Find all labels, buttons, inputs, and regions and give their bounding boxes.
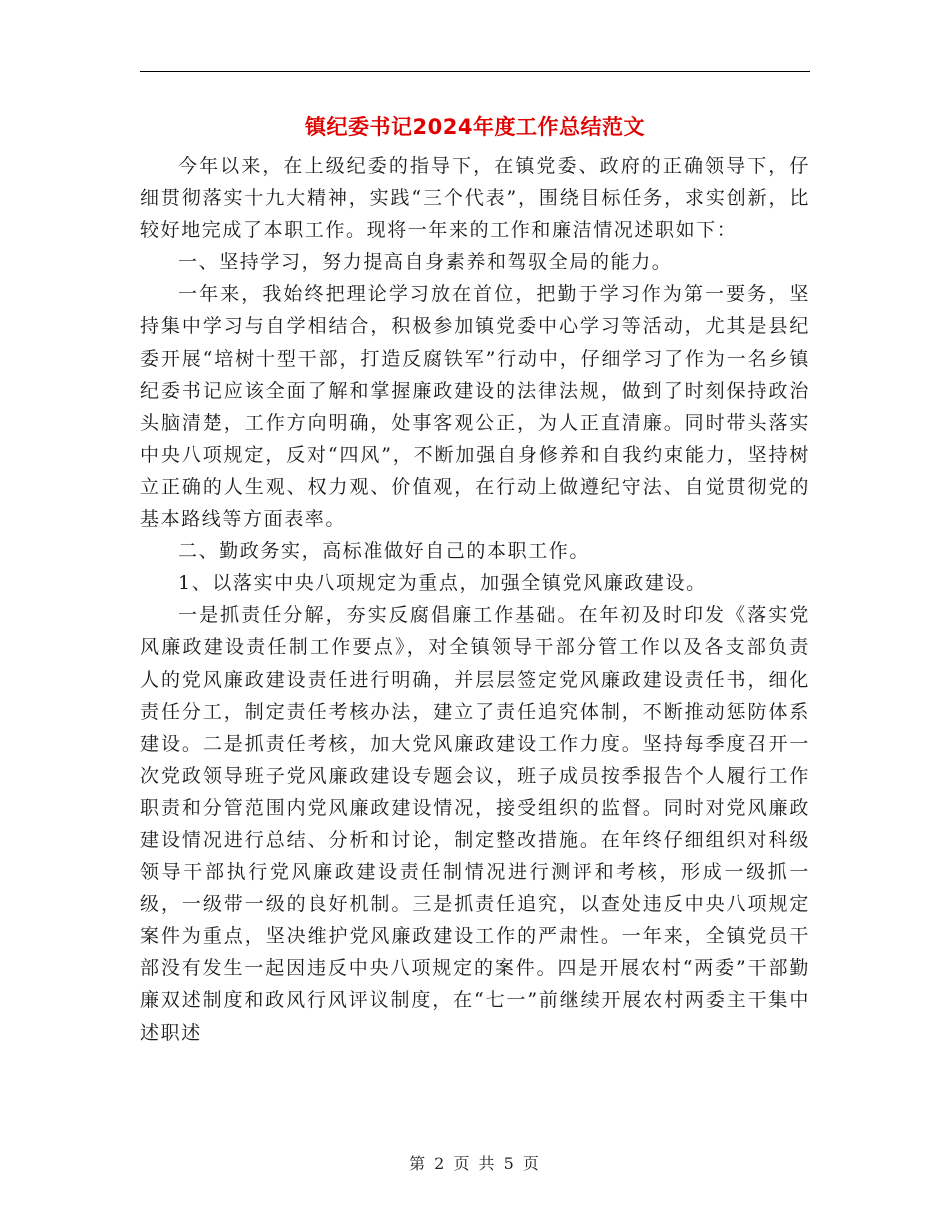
document-title: 镇纪委书记2024年度工作总结范文 bbox=[305, 115, 645, 139]
section-heading-2: 二、勤政务实，高标准做好自己的本职工作。 bbox=[178, 540, 591, 563]
header-rule bbox=[140, 71, 810, 72]
paragraph-intro: 今年以来，在上级纪委的指导下，在镇党委、政府的正确领导下，仔细贯彻落实十九大精神，实践“三个代表”，围绕目标任务，求实创新，比较好地完成了本职工作。现将一年来的工作和廉洁情况述职如下： bbox=[140, 155, 810, 242]
paragraph-responsibility: 一是抓责任分解，夯实反腐倡廉工作基础。在年初及时印发《落实党风廉政建设责任制工作要点》，对全镇领导干部分管工作以及各支部负责人的党风廉政建设责任进行明确，并层层签定党风廉政建设责任书，细化责任分工，制定责任考核办法，建立了责任追究体制，不断推动惩防体系建设。二是抓责任考核，加大党风廉政建设工作力度。坚持每季度召开一次党政领导班子党风廉政建设专题会议，班子成员按季报告个人履行工作职责和分管范围内党风廉政建设情况，接受组织的监督。同时对党风廉政建设情况进行总结、分析和讨论，制定整改措施。在年终仔细组织对科级领导干部执行党风廉政建设责任制情况进行测评和考核，形成一级抓一级，一级带一级的良好机制。三是抓责任追究，以查处违反中央八项规定案件为重点，坚决维护党风廉政建设工作的严肃性。一年来，全镇党员干部没有发生一起因违反中央八项规定的案件。四是开展农村“两委”干部勤廉双述制度和政风行风评议制度，在“七一”前继续开展农村两委主干集中述职述 bbox=[140, 604, 810, 1044]
section-heading-1: 一、坚持学习，努力提高自身素养和驾驭全局的能力。 bbox=[178, 251, 673, 274]
document-body bbox=[140, 150, 810, 1049]
paragraph-study: 一年来，我始终把理论学习放在首位，把勤于学习作为第一要务，坚持集中学习与自学相结合，积极参加镇党委中心学习等活动，尤其是县纪委开展“培树十型干部，打造反腐铁军”行动中，仔细学习了作为一名乡镇纪委书记应该全面了解和掌握廉政建设的法律法规，做到了时刻保持政治头脑清楚，工作方向明确，处事客观公正，为人正直清廉。同时带头落实中央八项规定，反对“四风”，不断加强自身修养和自我约束能力，坚持树立正确的人生观、权力观、价值观，在行动上做遵纪守法、自觉贯彻党的基本路线等方面表率。 bbox=[140, 283, 810, 531]
page-footer: 第 2 页 共 5 页 bbox=[409, 1154, 541, 1173]
subsection-heading-1: 1、以落实中央八项规定为重点，加强全镇党风廉政建设。 bbox=[178, 572, 707, 595]
